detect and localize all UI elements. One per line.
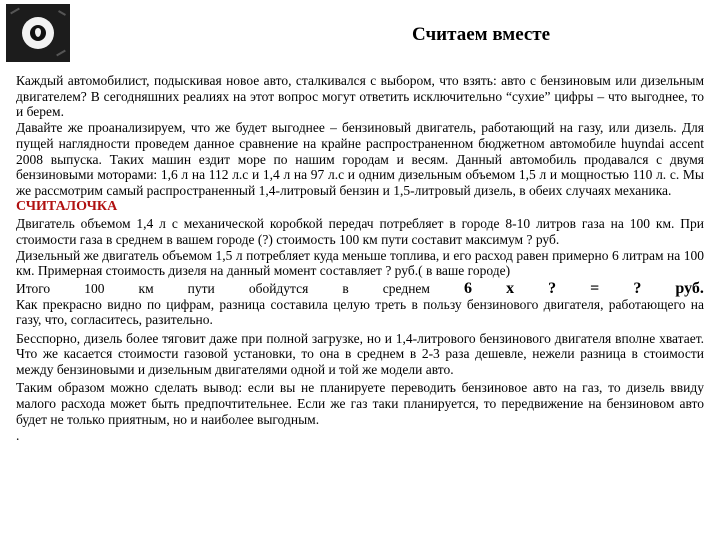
end-mark: . — [16, 427, 20, 443]
total-word: км — [138, 280, 154, 296]
total-word: среднем — [382, 280, 430, 296]
total-litres: 6 — [464, 279, 473, 297]
paragraph-analysis: Давайте же проанализируем, что же будет выгоднее – бензиновый двигатель, работающий на газу, или дизель. Для пущей наглядности проведем данное сравнение на крайне распространенном бюджетном автомобиле huyndai accent 2008 выпуска. Таких машин ездит море по нашим городам и весям. Данный автомобиль продавался с двумя бензиновыми моторами: 1,6 л на 112 л.с и 1,4 л на 97 л.с и одним дизельным объемом 1,5 л и мощностью 110 л. с. Мы же рассмотрим самый распространенный 1,4-литровый бензин и 1,5-литровый дизель, в обеих случаях механика. — [16, 120, 704, 198]
total-word: обойдутся — [248, 280, 309, 296]
total-word: 100 — [84, 280, 105, 296]
paragraph-intro: Каждый автомобилист, подыскивая новое авто, сталкивался с выбором, что взять: авто с бензиновым или дизельным двигателем? В сегодняшних реалиях на этот вопрос могут ответить исключительно “сухие” цифры – что выгоднее, то и берем. — [16, 73, 704, 120]
paragraph-difference: Как прекрасно видно по цифрам, разница составила целую треть в пользу бензинового двигателя, работающего на газу, что, согласитесь, разительно. — [16, 296, 704, 328]
section-heading: СЧИТАЛОЧКА — [16, 199, 118, 215]
logo-fuel-drop-icon — [6, 4, 70, 62]
paragraph-diesel-engine: Дизельный же двигатель объемом 1,5 л потребляет куда меньше топлива, и его расход равен примерно 6 литрам на 100 км. Примерная стоимость дизеля на данный момент составляет ? руб.( в ваше городе) — [16, 247, 704, 279]
total-line — [16, 281, 704, 297]
total-word: Итого — [16, 280, 51, 296]
total-equals: = — [590, 279, 600, 297]
total-word: пути — [187, 280, 215, 296]
paragraph-traction: Бесспорно, дизель более тяговит даже при полной загрузке, но и 1,4-литрового бензинового двигателя вполне хватает. Что же касается стоимости газовой установки, то она в среднем в 2-3 раза дешевле, нежели разница в стоимости между бензиновыми и дизельным двигателями одной и той же модели авто. — [16, 330, 704, 377]
total-word: в — [342, 280, 349, 296]
article-body — [16, 73, 704, 444]
total-currency: руб. — [675, 279, 704, 297]
paragraph-conclusion: Таким образом можно сделать вывод: если вы не планируете переводить бензиновое авто на газ, то дизель ввиду малого расхода может быть предпочтительнее. Если же газ таки планируется, то передвижение на бензиновом авто будет не только приятным, но и наиболее выгодным. — [16, 380, 704, 427]
total-multiply: х — [506, 279, 515, 297]
paragraph-petrol-engine: Двигатель объемом 1,4 л с механической коробкой передач потребляет в городе 8-10 литров газа на 100 км. При стоимости газа в среднем в вашем городе (?) стоимость 100 км пути составит максимум ? руб. — [16, 215, 704, 247]
total-result: ? — [633, 279, 642, 297]
total-price: ? — [548, 279, 557, 297]
page-title: Считаем вместе — [412, 24, 551, 45]
